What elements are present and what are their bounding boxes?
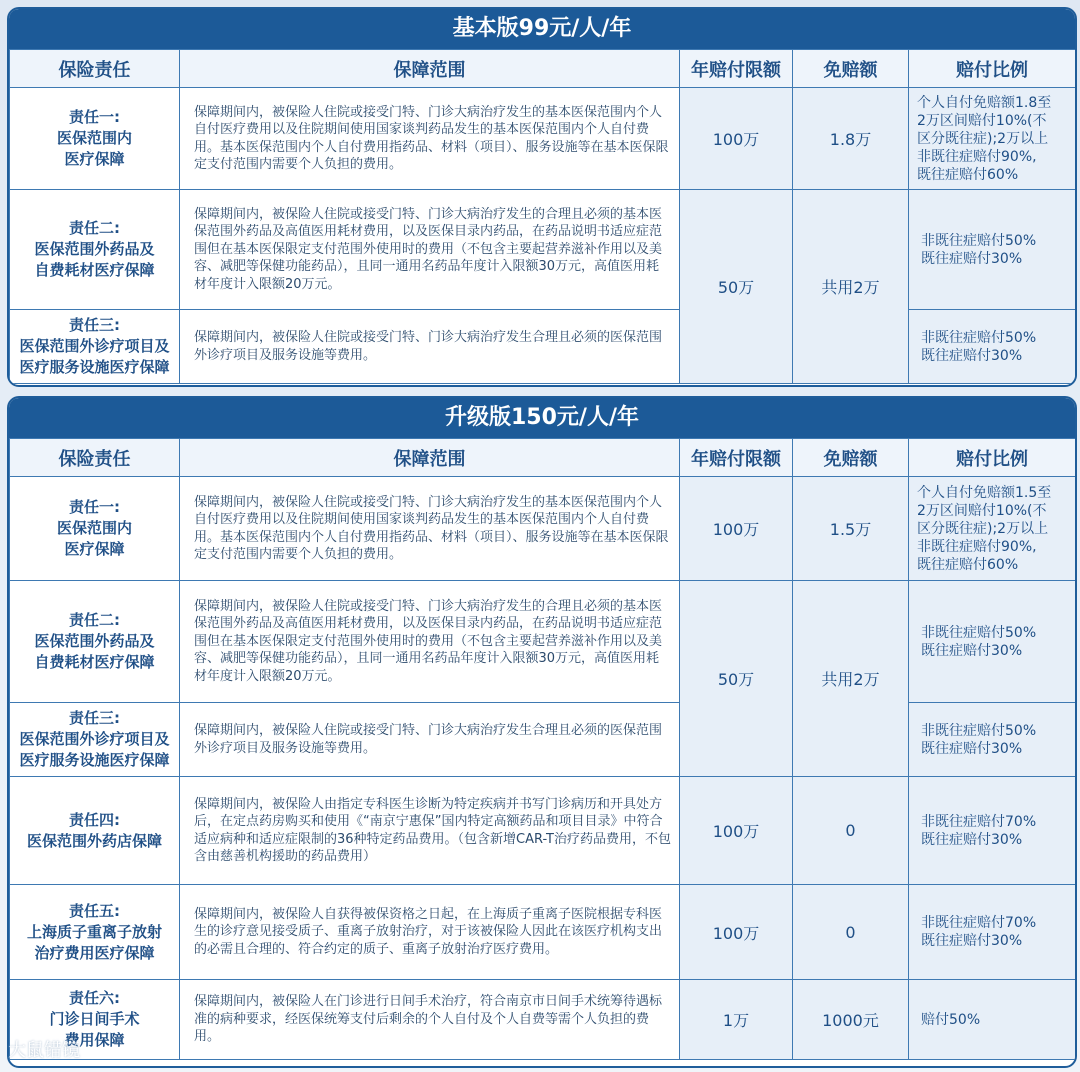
- deductible-cell: 共用2万: [793, 190, 909, 384]
- limit-cell: 1万: [680, 980, 793, 1060]
- limit-cell: 100万: [680, 777, 793, 885]
- header-ratio: 赔付比例: [909, 50, 1076, 88]
- table-row: [10, 777, 1076, 885]
- ratio-cell: 非既往症赔付50% 既往症赔付30%: [909, 190, 1076, 310]
- ratio-cell: 非既往症赔付50% 既往症赔付30%: [909, 703, 1076, 777]
- limit-cell: 50万: [680, 190, 793, 384]
- ratio-cell: 个人自付免赔额1.5至 2万区间赔付10%(不 区分既往症);2万以上 非既往症赔付90%, 既往症赔付60%: [909, 477, 1076, 581]
- duty-cell: 责任三: 医保范围外诊疗项目及 医疗服务设施医疗保障: [10, 310, 180, 384]
- header-scope: 保障范围: [180, 50, 680, 88]
- duty-cell: 责任五: 上海质子重离子放射 治疗费用医疗保障: [10, 885, 180, 980]
- plan-title: 升级版150元/人/年: [9, 398, 1075, 438]
- header-deductible: 免赔额: [793, 50, 909, 88]
- ratio-cell: 赔付50%: [909, 980, 1076, 1060]
- limit-cell: 100万: [680, 88, 793, 190]
- header-row: [10, 50, 1076, 88]
- deductible-cell: 0: [793, 885, 909, 980]
- table-row: [10, 310, 1076, 384]
- table-row: [10, 477, 1076, 581]
- plan-basic: [7, 7, 1077, 387]
- ratio-cell: 非既往症赔付70% 既往症赔付30%: [909, 885, 1076, 980]
- header-row: [10, 439, 1076, 477]
- limit-cell: 100万: [680, 477, 793, 581]
- duty-cell: 责任四: 医保范围外药店保障: [10, 777, 180, 885]
- scope-cell: 保障期间内，被保险人住院或接受门特、门诊大病治疗发生合理且必须的医保范围外诊疗项目及服务设施等费用。: [180, 703, 680, 777]
- duty-cell: 责任二: 医保范围外药品及 自费耗材医疗保障: [10, 581, 180, 703]
- watermark: 大鼠错镜: [8, 1040, 80, 1061]
- scope-cell: 保障期间内，被保险人住院或接受门特、门诊大病治疗发生的合理且必须的基本医保范围外药品及高值医用耗材费用，以及医保目录内药品，在药品说明书适应症范围但在基本医保限定支付范围外使用时的费用（不包含主要起营养滋补作用以及美容、减肥等保健功能药品），且同一通用名药品年度计入限额30万元，高值医用耗材年度计入限额20万元。: [180, 581, 680, 703]
- limit-cell: 50万: [680, 581, 793, 777]
- plan-upgrade: [7, 396, 1077, 1068]
- deductible-cell: 0: [793, 777, 909, 885]
- duty-cell: 责任六: 门诊日间手术 费用保障: [10, 980, 180, 1060]
- header-duty: 保险责任: [10, 439, 180, 477]
- ratio-cell: 非既往症赔付50% 既往症赔付30%: [909, 581, 1076, 703]
- deductible-cell: 1.5万: [793, 477, 909, 581]
- header-ratio: 赔付比例: [909, 439, 1076, 477]
- deductible-cell: 1000元: [793, 980, 909, 1060]
- header-limit: 年赔付限额: [680, 50, 793, 88]
- plan-table: [9, 49, 1076, 384]
- header-deductible: 免赔额: [793, 439, 909, 477]
- ratio-cell: 非既往症赔付50% 既往症赔付30%: [909, 310, 1076, 384]
- ratio-cell: 个人自付免赔额1.8至 2万区间赔付10%(不 区分既往症);2万以上 非既往症赔付90%, 既往症赔付60%: [909, 88, 1076, 190]
- table-row: [10, 885, 1076, 980]
- table-row: [10, 980, 1076, 1060]
- duty-cell: 责任二: 医保范围外药品及 自费耗材医疗保障: [10, 190, 180, 310]
- plan-table: [9, 438, 1076, 1060]
- scope-cell: 保障期间内，被保险人住院或接受门特、门诊大病治疗发生的基本医保范围内个人自付医疗费用以及住院期间使用国家谈判药品发生的基本医保范围内个人自付费用。基本医保范围内个人自付费用指药品、材料（项目）、服务设施等在基本医保限定支付范围内需要个人负担的费用。: [180, 88, 680, 190]
- scope-cell: 保障期间内，被保险人在门诊进行日间手术治疗，符合南京市日间手术统筹待遇标准的病种要求，经医保统筹支付后剩余的个人自付及个人自费等需个人负担的费用。: [180, 980, 680, 1060]
- table-row: [10, 703, 1076, 777]
- deductible-cell: 共用2万: [793, 581, 909, 777]
- duty-cell: 责任一: 医保范围内 医疗保障: [10, 477, 180, 581]
- plan-title: 基本版99元/人/年: [9, 9, 1075, 49]
- header-scope: 保障范围: [180, 439, 680, 477]
- limit-cell: 100万: [680, 885, 793, 980]
- table-row: [10, 581, 1076, 703]
- deductible-cell: 1.8万: [793, 88, 909, 190]
- header-limit: 年赔付限额: [680, 439, 793, 477]
- header-duty: 保险责任: [10, 50, 180, 88]
- scope-cell: 保障期间内，被保险人自获得被保资格之日起，在上海质子重离子医院根据专科医生的诊疗意见接受质子、重离子放射治疗，对于该被保险人因此在该医疗机构支出的必需且合理的、符合约定的质子、重离子放射治疗医疗费用。: [180, 885, 680, 980]
- duty-cell: 责任一: 医保范围内 医疗保障: [10, 88, 180, 190]
- duty-cell: 责任三: 医保范围外诊疗项目及 医疗服务设施医疗保障: [10, 703, 180, 777]
- scope-cell: 保障期间内，被保险人住院或接受门特、门诊大病治疗发生的合理且必须的基本医保范围外药品及高值医用耗材费用，以及医保目录内药品，在药品说明书适应症范围但在基本医保限定支付范围外使用时的费用（不包含主要起营养滋补作用以及美容、减肥等保健功能药品），且同一通用名药品年度计入限额30万元，高值医用耗材年度计入限额20万元。: [180, 190, 680, 310]
- ratio-cell: 非既往症赔付70% 既往症赔付30%: [909, 777, 1076, 885]
- table-row: [10, 88, 1076, 190]
- table-row: [10, 190, 1076, 310]
- scope-cell: 保障期间内，被保险人由指定专科医生诊断为特定疾病并书写门诊病历和开具处方后，在定点药房购买和使用《“南京宁惠保”国内特定高额药品和项目目录》中符合适应病种和适应症限制的36种特定药品费用。（包含新增CAR-T治疗药品费用，不包含由慈善机构援助的药品费用）: [180, 777, 680, 885]
- scope-cell: 保障期间内，被保险人住院或接受门特、门诊大病治疗发生的基本医保范围内个人自付医疗费用以及住院期间使用国家谈判药品发生的基本医保范围内个人自付费用。基本医保范围内个人自付费用指药品、材料（项目）、服务设施等在基本医保限定支付范围内需要个人负担的费用。: [180, 477, 680, 581]
- scope-cell: 保障期间内，被保险人住院或接受门特、门诊大病治疗发生合理且必须的医保范围外诊疗项目及服务设施等费用。: [180, 310, 680, 384]
